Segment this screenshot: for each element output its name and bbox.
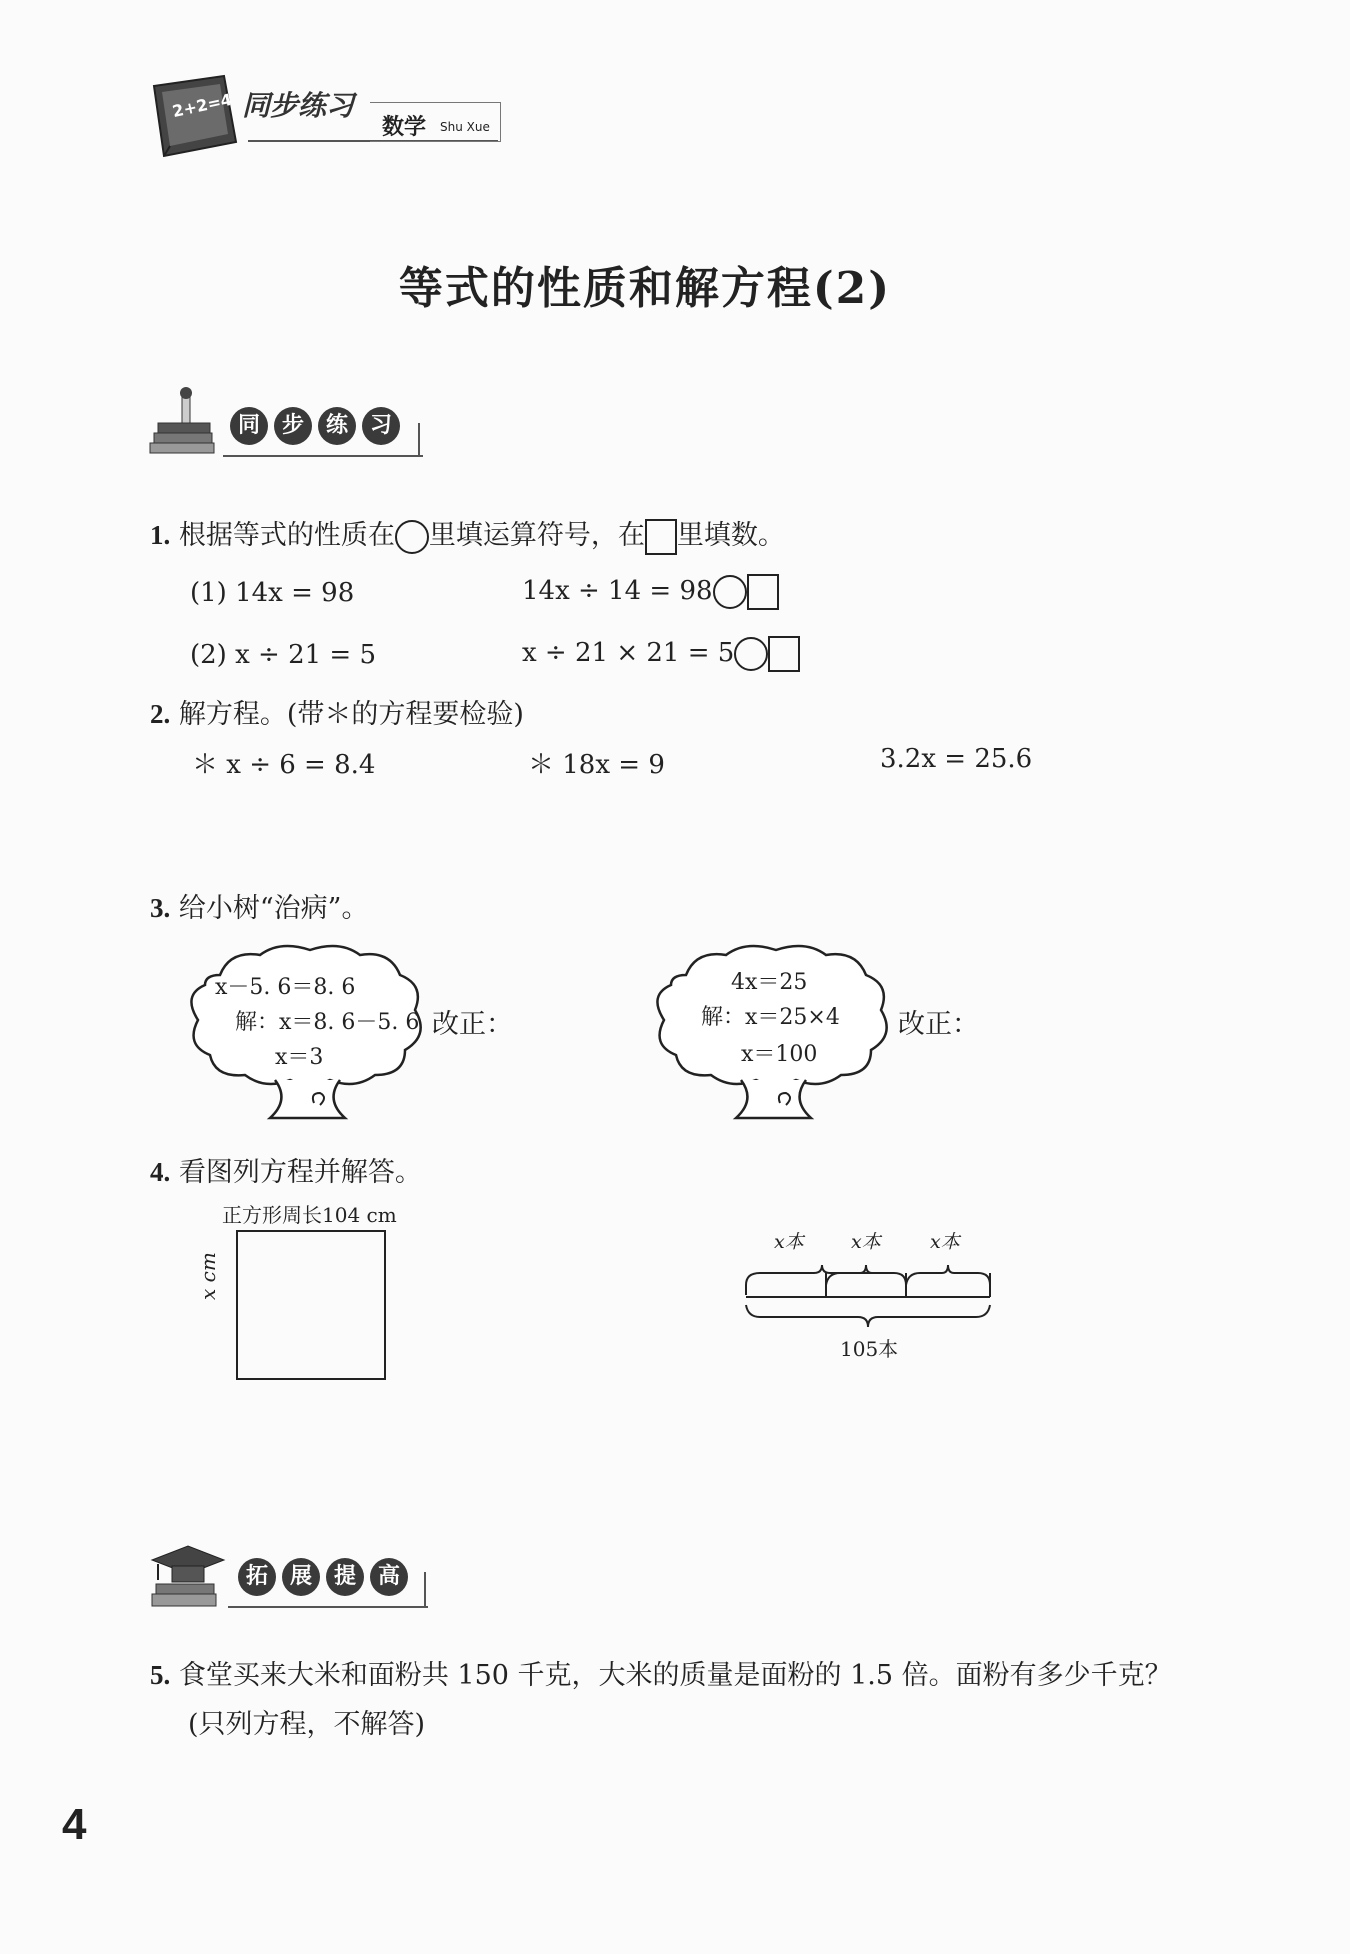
tree-2-line-3: x＝100 (741, 1042, 818, 1067)
answer-circle[interactable] (734, 637, 768, 671)
badge-char: 习 (362, 407, 400, 445)
badge-underline (223, 455, 423, 457)
badge-char: 拓 (238, 1558, 276, 1596)
tree-1-line-2: 解：x＝8. 6－5. 6 (235, 1010, 420, 1035)
q5-line-1-text: 食堂买来大米和面粉共 150 千克，大米的质量是面粉的 1.5 倍。面粉有多少千克？ (178, 1660, 1172, 1691)
q2-prompt (150, 692, 524, 731)
segment-label-3: x本 (930, 1231, 960, 1253)
subject-label: 数学 (382, 115, 427, 140)
q1-prompt-c: 里填数。 (676, 520, 785, 551)
q1-item-2-transform-text: x ÷ 21 × 21 = 5 (522, 638, 735, 668)
answer-box[interactable] (747, 574, 779, 610)
badge-char: 练 (318, 407, 356, 445)
square-caption: 正方形周长104 cm (222, 1203, 397, 1227)
tree-2-line-2: 解：x＝25×4 (701, 1005, 840, 1030)
subject-pinyin: Shu Xue (440, 120, 490, 134)
segment-label-2: x本 (851, 1231, 881, 1253)
q1-item-2-transform (522, 636, 800, 672)
page-number: 4 (62, 1800, 87, 1849)
q2-eq-1: ＊ x ÷ 6 = 8.4 (192, 750, 376, 780)
tree-1-line-3: x＝3 (275, 1045, 324, 1070)
question-number: 5. (150, 1660, 171, 1690)
badge-chars (230, 407, 400, 445)
logo-text: 2+2=4 (170, 89, 234, 122)
number-box (645, 519, 677, 555)
section-badge-extend (148, 1532, 433, 1617)
page-title: 等式的性质和解方程(2) (398, 263, 892, 314)
q1-item-1-transform-text: 14x ÷ 14 = 98 (522, 576, 713, 606)
q1-prompt (150, 513, 785, 555)
tree-1-line-1: x－5. 6＝8. 6 (215, 975, 356, 1000)
q4-prompt-text: 看图列方程并解答。 (178, 1157, 422, 1188)
section-badge-sync (148, 385, 428, 465)
q1-prompt-b: 里填运算符号，在 (428, 520, 645, 551)
badge-char: 同 (230, 407, 268, 445)
badge-char: 提 (326, 1558, 364, 1596)
question-number: 3. (150, 893, 171, 923)
square-figure (236, 1230, 386, 1380)
badge-right-bracket (418, 423, 420, 457)
graduation-cap-icon (148, 1532, 233, 1617)
series-title: 同步练习 (242, 89, 355, 122)
q1-item-1-label: (1) 14x = 98 (190, 578, 355, 608)
question-number: 4. (150, 1157, 171, 1187)
badge-char: 步 (274, 407, 312, 445)
tree-1-fix-label: 改正： (432, 1009, 513, 1040)
q2-eq-3: 3.2x = 25.6 (880, 744, 1033, 774)
question-number: 2. (150, 699, 171, 729)
answer-circle[interactable] (713, 575, 747, 609)
q3-prompt (150, 886, 368, 925)
badge-char: 高 (370, 1558, 408, 1596)
tree-2-line-1: 4x＝25 (731, 970, 808, 995)
q1-item-2-label: (2) x ÷ 21 = 5 (190, 640, 377, 670)
header (150, 72, 510, 162)
q5-line-2: (只列方程，不解答) (188, 1709, 426, 1740)
q4-prompt (150, 1150, 422, 1189)
q3-prompt-text: 给小树“治病”。 (178, 893, 369, 924)
segment-label-1: x本 (774, 1231, 804, 1253)
segment-total-label: 105本 (840, 1337, 899, 1361)
badge-right-bracket (424, 1572, 426, 1608)
square-side-label: x cm (196, 1252, 220, 1300)
q5-line-1 (150, 1653, 1230, 1692)
q1-item-1-transform (522, 574, 779, 610)
badge-chars (238, 1558, 408, 1596)
operator-circle (395, 520, 429, 554)
tree-2 (646, 940, 906, 1130)
q2-prompt-text: 解方程。(带＊的方程要检验) (178, 699, 524, 730)
q1-prompt-a: 根据等式的性质在 (178, 520, 395, 551)
answer-box[interactable] (768, 636, 800, 672)
segment-diagram (740, 1255, 1000, 1335)
books-lamp-icon (148, 385, 228, 465)
tree-1 (180, 940, 440, 1130)
badge-char: 展 (282, 1558, 320, 1596)
badge-underline (228, 1606, 428, 1608)
tree-2-fix-label: 改正： (898, 1009, 979, 1040)
q2-eq-2: ＊ 18x = 9 (528, 750, 665, 780)
question-number: 1. (150, 520, 171, 550)
